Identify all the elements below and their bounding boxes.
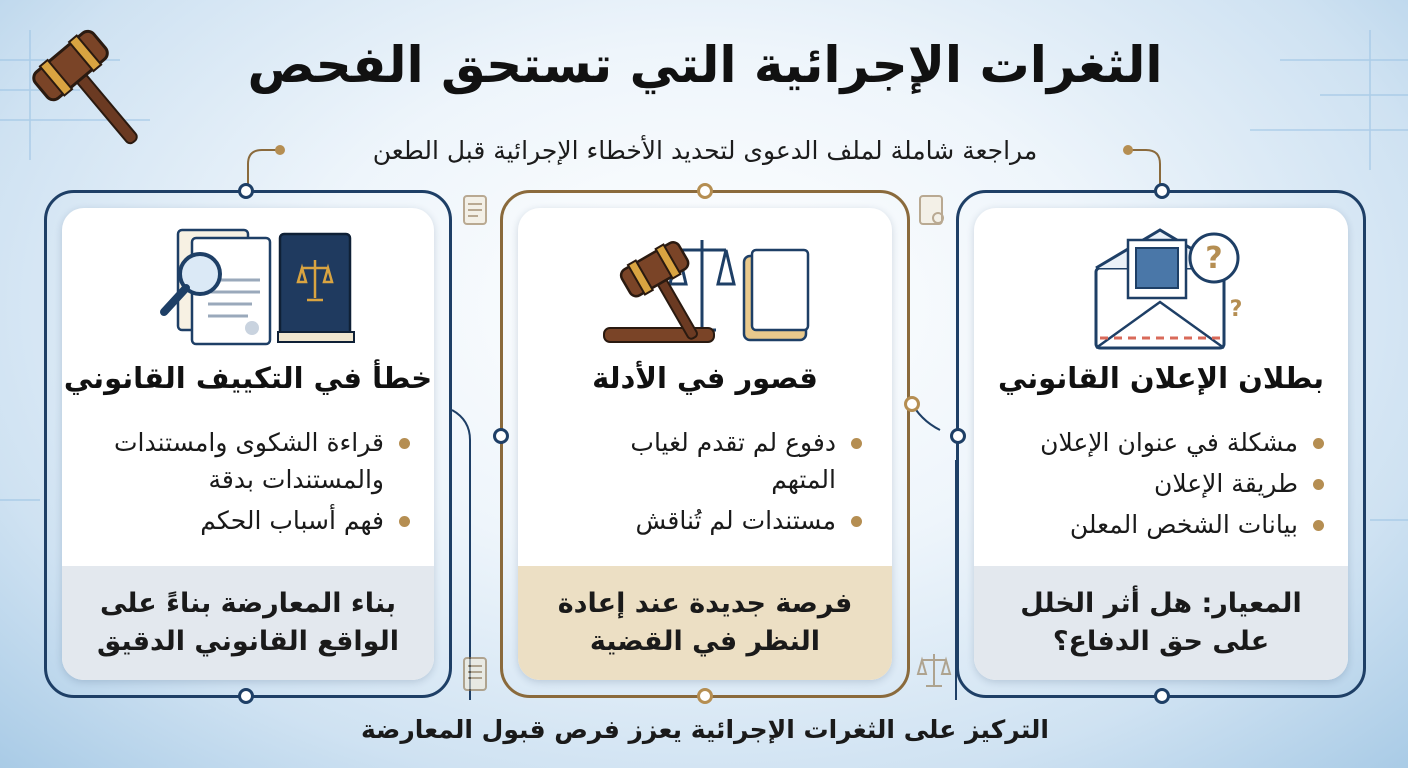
- card-title: خطأ في التكييف القانوني: [63, 361, 433, 395]
- svg-text:?: ?: [1229, 297, 1243, 322]
- documents-magnifier-book-icon: [152, 220, 362, 352]
- bullet-item: دفوع لم تقدم لغياب المتهم: [616, 424, 868, 498]
- footer-note: التركيز على الثغرات الإجرائية يعزز فرص قبول المعارضة: [361, 715, 1049, 744]
- card-evidence-deficiency: [518, 208, 892, 680]
- connector-dot: [904, 396, 920, 412]
- svg-text:?: ?: [1205, 241, 1223, 276]
- scroll-quill-icon: [456, 190, 496, 230]
- connector-dot: [238, 688, 254, 704]
- connector-dot: [1154, 183, 1170, 199]
- page-title: الثغرات الإجرائية التي تستحق الفحص: [247, 36, 1163, 94]
- envelope-question-icon: [1084, 220, 1254, 352]
- card-legal-characterization: [62, 208, 434, 680]
- card-title: بطلان الإعلان القانوني: [997, 361, 1325, 395]
- connector-dot: [1154, 688, 1170, 704]
- bullet-list: [532, 424, 868, 543]
- bullet-list: [76, 424, 416, 543]
- bullet-list: [988, 424, 1330, 547]
- subtitle: مراجعة شاملة لملف الدعوى لتحديد الأخطاء الإجرائية قبل الطعن: [372, 136, 1038, 165]
- card-footer: المعيار: هل أثر الخلل على حق الدفاع؟: [974, 566, 1348, 680]
- document-seal-icon: [912, 190, 952, 230]
- scroll-icon: [456, 652, 496, 696]
- connector-dot: [238, 183, 254, 199]
- bullet-item: فهم أسباب الحكم: [76, 502, 416, 539]
- bullet-item: مستندات لم تُناقش: [532, 502, 868, 539]
- connector-dot: [493, 428, 509, 444]
- bullet-item: طريقة الإعلان: [988, 465, 1330, 502]
- scales-icon: [912, 648, 956, 692]
- card-footer: فرصة جديدة عند إعادة النظر في القضية: [518, 566, 892, 680]
- card-footer: بناء المعارضة بناءً على الواقع القانوني الدقيق: [62, 566, 434, 680]
- connector-dot: [950, 428, 966, 444]
- card-title: قصور في الأدلة: [592, 361, 818, 395]
- bullet-item: بيانات الشخص المعلن: [988, 506, 1330, 543]
- gavel-scales-folder-icon: [592, 220, 822, 352]
- card-invalid-notification: [974, 208, 1348, 680]
- bullet-item: مشكلة في عنوان الإعلان: [988, 424, 1330, 461]
- bullet-item: قراءة الشكوى وامستندات والمستندات بدقة: [76, 424, 416, 498]
- connector-dot: [697, 688, 713, 704]
- connector-dot: [697, 183, 713, 199]
